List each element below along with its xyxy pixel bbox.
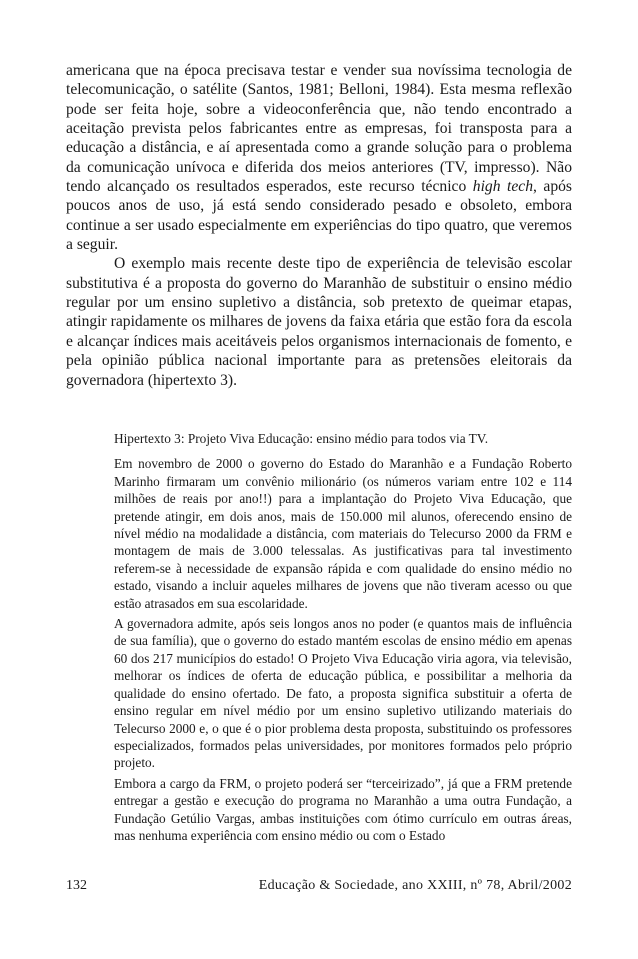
hypertext-paragraph: Embora a cargo da FRM, o projeto poderá ser “terceirizado”, já que a FRM pretende entregar a gestão e execução do programa no Maranhão a uma outra Fundação, a Fundação Getúlio Vargas, ambas instituições com ótimo currículo em outras áreas, mas nenhuma experiência com ensino médio ou com o Estado	[114, 775, 572, 843]
paragraph: O exemplo mais recente deste tipo de experiência de televisão escolar substitutiva é a proposta do governo do Maranhão de substituir o ensino médio regular por um ensino supletivo a distância, sob pretexto de queimar etapas, atingir rapidamente os milhares de jovens da faixa etária que estão fora da escola e alcançar índices mais aceitáveis pelos organismos internacionais de fomento, e pela opinião pública nacional importante para as pretensões eleitorais da governadora (hipertexto 3).	[66, 255, 572, 389]
hypertext-title: Hipertexto 3: Projeto Viva Educação: ensino médio para todos via TV.	[114, 431, 489, 446]
italic-term: high tech	[472, 178, 533, 196]
main-text	[66, 61, 572, 390]
hypertext-box	[114, 430, 572, 844]
hypertext-paragraph: Em novembro de 2000 o governo do Estado do Maranhão e a Fundação Roberto Marinho firmaram um convênio milionário (os números variam entre 102 e 114 milhões de reais por ano!!) para a implantação do Projeto Viva Educação, que pretende atingir, em dois anos, mais de 150.000 mil alunos, oferecendo ensino de nível médio na modalidade a distância, com materiais do Telecurso 2000 da FRM e montagem de mais de 3.000 telessalas. As justificativas para tal investimento referem-se à necessidade de expansão rápida e com qualidade do ensino médio no estado, visando a incluir aqueles milhares de jovens que não tiveram acesso ou que estão atrasados em sua escolaridade.	[114, 456, 572, 611]
page-number: 132	[66, 878, 87, 893]
journal-citation: Educação & Sociedade, ano XXIII, nº 78, Abril/2002	[258, 878, 572, 893]
paragraph-text: , após poucos anos de uso, já está sendo considerado pesado e obsoleto, embora continue a ser usado especialmente em experiências do tipo quatro, que veremos a seguir.	[66, 178, 573, 254]
hypertext-paragraph: A governadora admite, após seis longos anos no poder (e quantos mais de influência de sua família), que o governo do estado mantém escolas de ensino médio em apenas 60 dos 217 municípios do estado! O Projeto Viva Educação viria agora, via televisão, melhorar os índices de oferta de educação pública, e possibilitar a melhoria da qualidade do ensino ofertado. De fato, a proposta significa substituir a oferta de ensino regular em nível médio por um ensino supletivo utilizando materiais do Telecurso 2000 e, o que é o pior problema desta proposta, substituindo os professores especializados, formados pelas universidades, por monitores formados pelo próprio projeto.	[114, 616, 572, 771]
paragraph-text: americana que na época precisava testar e vender sua novíssima tecnologia de telecomunicação, o satélite (Santos, 1981; Belloni, 1984). Esta mesma reflexão pode ser feita hoje, sobre a videoconferência que, não tendo encontrado a aceitação prevista pelos fabricantes entre as empresas, foi transposta para a educação a distância, e aí apresentada como a grande solução para o problema da comunicação unívoca e diferida dos meios anteriores (TV, impresso). Não tendo alcançado os resultados esperados, este recurso técnico	[66, 62, 572, 196]
paragraph	[66, 61, 572, 254]
